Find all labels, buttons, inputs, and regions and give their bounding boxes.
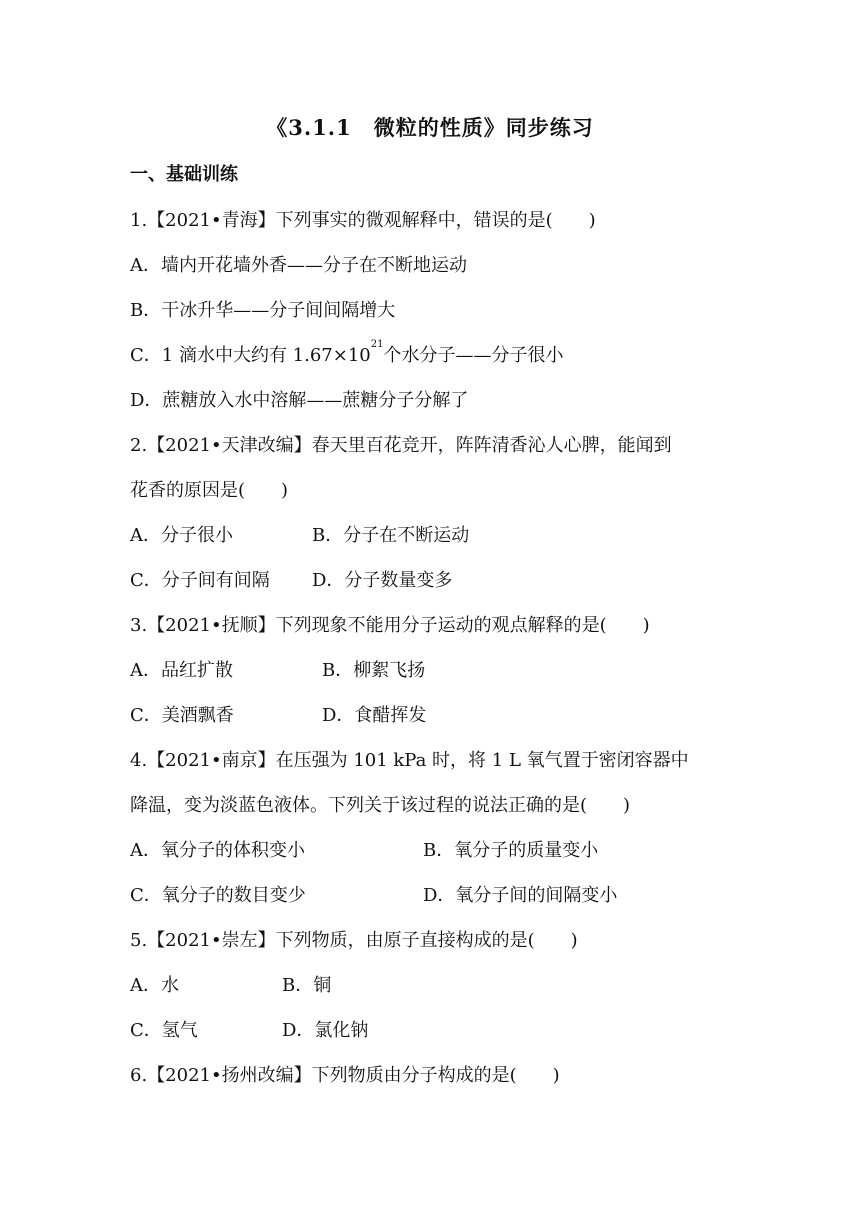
question-3-option-a: A．品红扩散 <box>130 660 233 681</box>
question-4-option-c: C．氧分子的数目变少 <box>130 885 306 906</box>
question-5-option-c: C．氢气 <box>130 1020 198 1041</box>
question-1-option-d: D．蔗糖放入水中溶解——蔗糖分子分解了 <box>130 390 469 411</box>
question-4-stem-line-1: 4.【2021•南京】在压强为 101 kPa 时，将 1 L 氧气置于密闭容器中 <box>130 750 689 771</box>
question-4-stem-line-2: 降温，变为淡蓝色液体。下列关于该过程的说法正确的是( ) <box>130 795 631 816</box>
question-3-option-d: D．食醋挥发 <box>322 705 427 726</box>
question-4-option-b: B．氧分子的质量变小 <box>423 840 599 861</box>
option-c-text-end: 个水分子——分子很小 <box>383 345 564 366</box>
question-6-stem: 6.【2021•扬州改编】下列物质由分子构成的是( ) <box>130 1065 560 1086</box>
question-2-option-c: C．分子间有间隔 <box>130 570 270 591</box>
question-1-stem: 1.【2021•青海】下列事实的微观解释中，错误的是( ) <box>130 210 596 231</box>
page-title: 《3.1.1 微粒的性质》同步练习 <box>266 115 594 140</box>
question-5-option-b: B．铜 <box>282 975 332 996</box>
exponent: 21 <box>370 339 384 350</box>
question-2-stem-line-1: 2.【2021•天津改编】春天里百花竞开，阵阵清香沁人心脾，能闻到 <box>130 435 672 456</box>
question-2-stem-line-2: 花香的原因是( ) <box>130 480 289 501</box>
question-5-stem: 5.【2021•崇左】下列物质，由原子直接构成的是( ) <box>130 930 578 951</box>
question-3-stem: 3.【2021•抚顺】下列现象不能用分子运动的观点解释的是( ) <box>130 615 650 636</box>
question-2-option-d: D．分子数量变多 <box>312 570 453 591</box>
question-4-option-a: A．氧分子的体积变小 <box>130 840 305 861</box>
question-1-option-a: A．墙内开花墙外香——分子在不断地运动 <box>130 255 467 276</box>
section-heading: 一、基础训练 <box>130 164 238 185</box>
question-2-option-b: B．分子在不断运动 <box>312 525 470 546</box>
option-c-text-start: C．1 滴水中大约有 1.67×10 <box>130 345 371 366</box>
question-5-option-d: D．氯化钠 <box>282 1020 369 1041</box>
question-4-option-d: D．氧分子间的间隔变小 <box>423 885 618 906</box>
question-1-option-b: B．干冰升华——分子间间隔增大 <box>130 300 396 321</box>
question-2-option-a: A．分子很小 <box>130 525 233 546</box>
question-5-option-a: A．水 <box>130 975 179 996</box>
question-3-option-b: B．柳絮飞扬 <box>322 660 426 681</box>
question-3-option-c: C．美酒飘香 <box>130 705 234 726</box>
question-1-option-c <box>130 341 563 367</box>
